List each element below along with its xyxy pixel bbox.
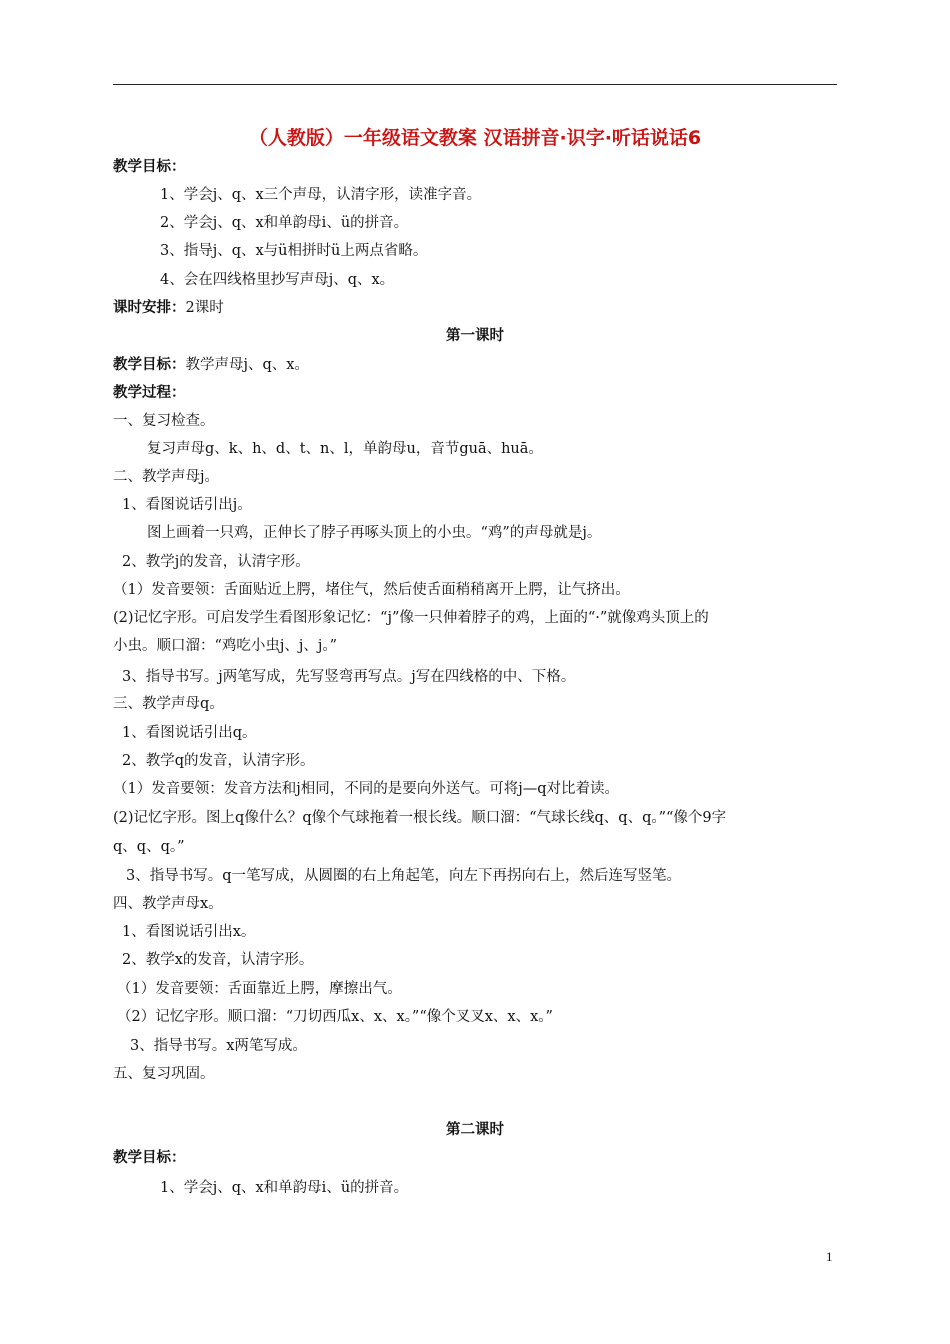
objective-item: 1、学会j、q、x三个声母，认清字形，读准字音。 bbox=[160, 187, 482, 203]
objectives-heading: 教学目标： bbox=[113, 159, 186, 175]
process-line: (2)记忆字形。图上q像什么？q像个气球拖着一根长线。顺口溜：“气球长线q、q、q。”“像个9字 bbox=[113, 810, 727, 826]
process-line: 3、指导书写。x两笔写成。 bbox=[130, 1038, 307, 1054]
process-line: 一、复习检查。 bbox=[113, 413, 215, 429]
lesson1-goal-label: 教学目标： bbox=[113, 357, 186, 373]
process-line: 四、教学声母x。 bbox=[113, 896, 223, 912]
process-line: 复习声母g、k、h、d、t、n、l，单韵母u，音节guā、huā。 bbox=[147, 441, 543, 457]
process-line: 1、看图说话引出j。 bbox=[122, 497, 252, 513]
process-line: （1）发音要领：舌面贴近上腭，堵住气，然后使舌面稍稍离开上腭，让气挤出。 bbox=[113, 582, 630, 598]
document-title: （人教版）一年级语文教案 汉语拼音·识字·听话说话6 bbox=[248, 127, 702, 149]
process-line: 3、指导书写。q一笔写成，从圆圈的右上角起笔，向左下再拐向右上，然后连写竖笔。 bbox=[126, 868, 682, 884]
process-line: 五、复习巩固。 bbox=[113, 1066, 215, 1082]
process-line: (2)记忆字形。可启发学生看图形象记忆：“j”像一只伸着脖子的鸡，上面的“·”就像鸡头顶上的 bbox=[113, 610, 709, 626]
lesson1-heading: 第一课时 bbox=[446, 328, 504, 344]
process-line: 3、指导书写。j两笔写成，先写竖弯再写点。j写在四线格的中、下格。 bbox=[122, 669, 576, 685]
process-line: （2）记忆字形。顺口溜：“刀切西瓜x、x、x。”“像个叉叉x、x、x。” bbox=[117, 1009, 553, 1025]
lesson2-heading: 第二课时 bbox=[446, 1122, 504, 1138]
process-line: 三、教学声母q。 bbox=[113, 696, 224, 712]
lesson2-goal-item: 1、学会j、q、x和单韵母i、ü的拼音。 bbox=[160, 1180, 409, 1196]
objective-item: 3、指导j、q、x与ü相拼时ü上两点省略。 bbox=[160, 243, 428, 259]
process-heading: 教学过程： bbox=[113, 385, 186, 401]
page-number: 1 bbox=[826, 1249, 833, 1264]
process-line: （1）发音要领：舌面靠近上腭，摩擦出气。 bbox=[117, 981, 402, 997]
schedule bbox=[113, 298, 224, 318]
schedule-label: 课时安排： bbox=[113, 300, 186, 316]
process-line: 2、教学q的发音，认清字形。 bbox=[122, 753, 315, 769]
process-line: 图上画着一只鸡，正伸长了脖子再啄头顶上的小虫。“鸡”的声母就是j。 bbox=[147, 525, 602, 541]
process-line: 1、看图说话引出x。 bbox=[122, 924, 256, 940]
lesson2-goal-heading: 教学目标： bbox=[113, 1150, 186, 1166]
objective-item: 2、学会j、q、x和单韵母i、ü的拼音。 bbox=[160, 215, 409, 231]
process-line: 1、看图说话引出q。 bbox=[122, 725, 257, 741]
process-line: q、q、q。” bbox=[113, 839, 185, 855]
process-line: 2、教学j的发音，认清字形。 bbox=[122, 554, 310, 570]
process-line: （1）发音要领：发音方法和j相同，不同的是要向外送气。可将j—q对比着读。 bbox=[113, 781, 619, 797]
lesson1-goal bbox=[113, 355, 309, 375]
process-line: 二、教学声母j。 bbox=[113, 469, 219, 485]
header-rule bbox=[113, 84, 837, 85]
schedule-value: 2课时 bbox=[185, 300, 224, 316]
process-line: 小虫。顺口溜：“鸡吃小虫j、j、j。” bbox=[113, 638, 338, 654]
process-line: 2、教学x的发音，认清字形。 bbox=[122, 952, 314, 968]
objective-item: 4、会在四线格里抄写声母j、q、x。 bbox=[160, 272, 395, 288]
lesson1-goal-value: 教学声母j、q、x。 bbox=[185, 357, 309, 373]
